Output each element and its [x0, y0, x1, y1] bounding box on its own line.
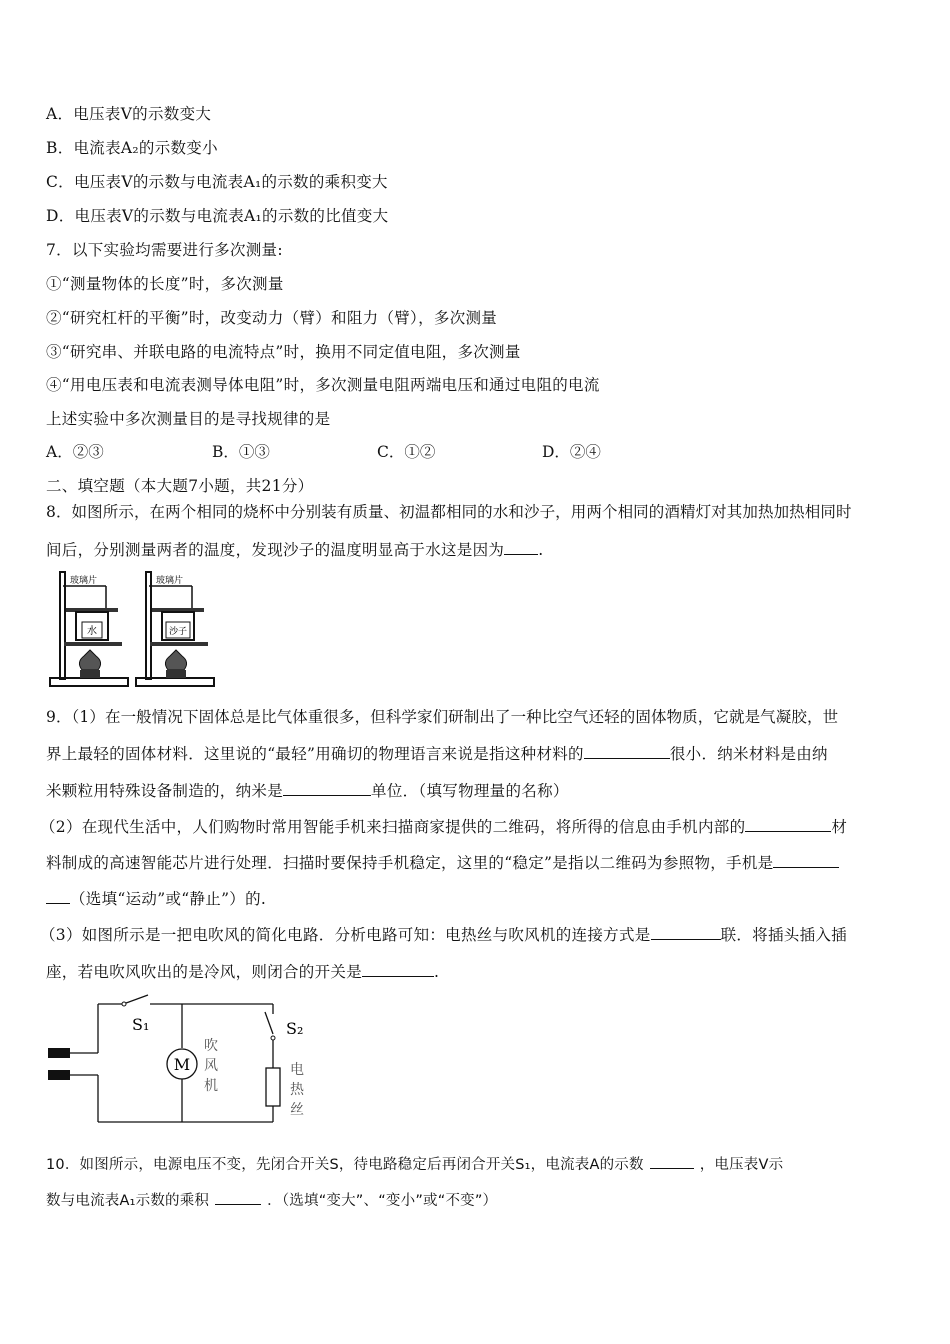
q9-p1-line-1: 9．（1）在一般情况下固体总是比气体重很多，但科学家们研制出了一种比空气还轻的固体物质，它就是气凝胶，世: [46, 708, 839, 726]
q9-p2-line-3: （选填“运动”或“静止”）的.: [46, 887, 266, 909]
heater-resistor: [266, 1068, 280, 1106]
q7-stem: 7．以下实验均需要进行多次测量:: [46, 241, 283, 259]
q7-item-2: ②“研究杠杆的平衡”时，改变动力（臂）和阻力（臂），多次测量: [46, 309, 498, 327]
heater-label-2: 热: [290, 1082, 304, 1098]
s1-label: S₁: [132, 1015, 150, 1034]
q6-option-d: D．电压表V的示数与电流表A₁的示数的比值变大: [46, 207, 389, 225]
q10-blank-ammeter[interactable]: [650, 1154, 694, 1170]
q8-figure: [46, 566, 216, 692]
q8-blank[interactable]: [504, 539, 538, 556]
motor-label: M: [173, 1055, 191, 1074]
glass-label-right: 玻璃片: [156, 576, 184, 586]
q9-blank-material[interactable]: [745, 816, 831, 833]
q9-p2-line-2: 料制成的高速智能芯片进行处理．扫描时要保持手机稳定，这里的“稳定”是指以二维码为参照物，手机是: [46, 851, 839, 873]
fan-label-2: 风: [204, 1058, 218, 1074]
q7-choice-d: D．②④: [542, 443, 601, 461]
q7-item-4: ④“用电压表和电流表测导体电阻”时，多次测量电阻两端电压和通过电阻的电流: [46, 376, 600, 394]
fan-label-3: 机: [204, 1078, 218, 1094]
q10-blank-product[interactable]: [215, 1190, 261, 1206]
q9-p1-line-2: 界上最轻的固体材料．这里说的“最轻”用确切的物理语言来说是指这种材料的 很小．纳米材料是由纳: [46, 742, 828, 764]
q10-line-1: 10．如图所示，电源电压不变，先闭合开关S，待电路稳定后再闭合开关S₁，电流表A的示数 ，电压表V示: [46, 1153, 783, 1174]
heater-label-1: 电: [290, 1062, 304, 1078]
plug-pin-bottom: [48, 1070, 70, 1080]
sand-label: 沙子: [168, 627, 188, 637]
stand-water: [50, 572, 128, 686]
plug-pin-top: [48, 1048, 70, 1058]
section-title: 二、填空题（本大题7小题，共21分）: [46, 477, 314, 495]
q7-choice-c: C．①②: [377, 443, 436, 461]
q6-option-b: B．电流表A₂的示数变小: [46, 139, 218, 157]
q9-p3-line-1: （3）如图所示是一把电吹风的简化电路．分析电路可知：电热丝与吹风机的连接方式是 联．将插头插入插: [40, 923, 847, 945]
q8-line-2: 间后，分别测量两者的温度，发现沙子的温度明显高于水这是因为 .: [46, 538, 543, 560]
q7-choice-a: A．②③: [46, 443, 104, 461]
q7-choice-b: B．①③: [212, 443, 270, 461]
q9-blank-motion[interactable]: [773, 852, 839, 869]
q9-blank-density[interactable]: [584, 743, 670, 760]
q10-line-2: 数与电流表A₁示数的乘积 ．（选填“变大”、“变小”或“不变”）: [46, 1189, 497, 1210]
s2-label: S₂: [286, 1019, 304, 1038]
q9-p1-line-3: 米颗粒用特殊设备制造的，纳米是 单位．（填写物理量的名称）: [46, 779, 569, 801]
q9-blank-switch[interactable]: [362, 961, 434, 978]
q8-text: 间后，分别测量两者的温度，发现沙子的温度明显高于水这是因为: [46, 541, 505, 559]
q9-p2-line-1: （2）在现代生活中，人们购物时常用智能手机来扫描商家提供的二维码，将所得的信息由手机内部的 材: [40, 815, 847, 837]
glass-label-left: 玻璃片: [70, 576, 98, 586]
switch-s2: [265, 1012, 273, 1034]
q8-line-1: 8．如图所示，在两个相同的烧杯中分别装有质量、初温都相同的水和沙子，用两个相同的酒精灯对其加热加热相同时: [46, 503, 852, 521]
q6-option-a: A．电压表V的示数变大: [46, 105, 212, 123]
q6-option-c: C．电压表V的示数与电流表A₁的示数的乘积变大: [46, 173, 388, 191]
switch-s1: [126, 995, 148, 1003]
q7-item-1: ①“测量物体的长度”时，多次测量: [46, 275, 284, 293]
q9-p3-line-2: 座，若电吹风吹出的是冷风，则闭合的开关是 .: [46, 960, 439, 982]
water-label: 水: [87, 626, 97, 637]
q7-item-3: ③“研究串、并联电路的电流特点”时，换用不同定值电阻，多次测量: [46, 343, 521, 361]
hairdryer-circuit: [46, 992, 316, 1128]
q9-blank-unit[interactable]: [283, 780, 371, 797]
stand-sand: [136, 572, 214, 686]
fan-label-1: 吹: [204, 1038, 218, 1054]
q9-blank-connection[interactable]: [651, 924, 721, 941]
heater-label-3: 丝: [290, 1102, 304, 1118]
q7-question: 上述实验中多次测量目的是寻找规律的是: [46, 410, 331, 428]
q9-blank-motion-cont[interactable]: [46, 888, 70, 905]
